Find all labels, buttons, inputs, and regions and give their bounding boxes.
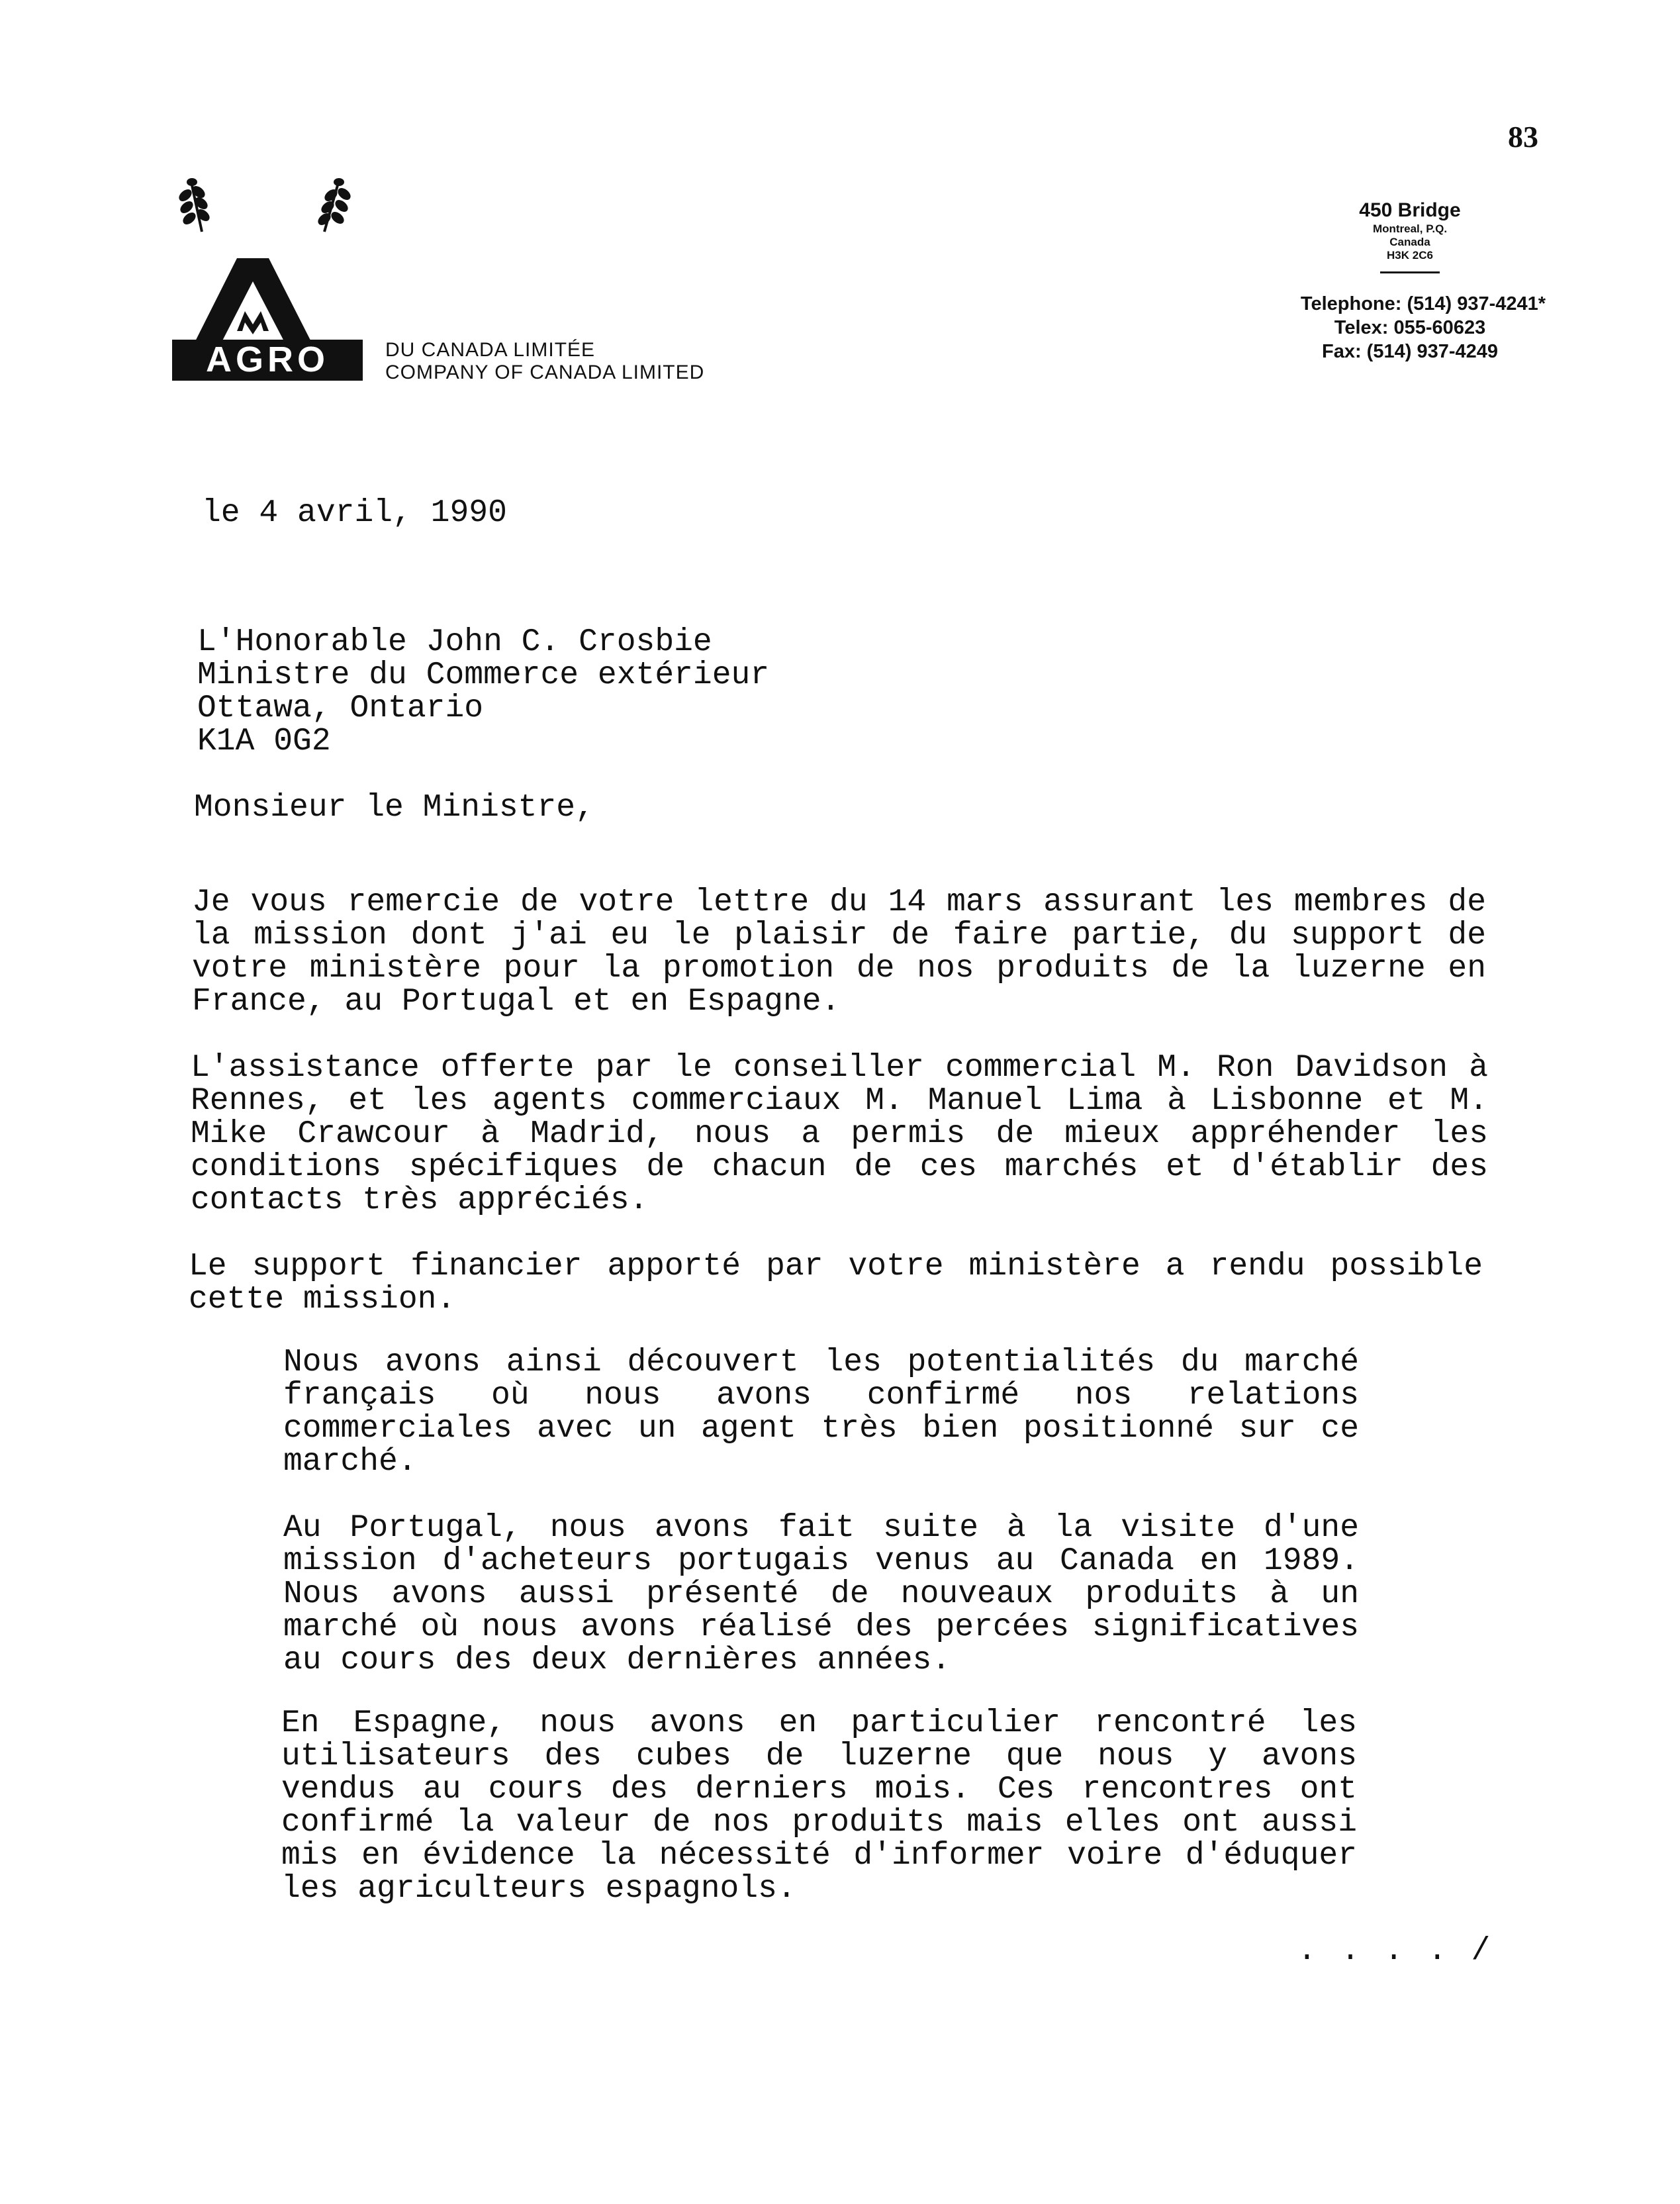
recipient-line: L'Honorable John C. Crosbie (197, 624, 712, 660)
body-paragraph: Le support financier apporté par votre ministère a rendu possible cette mission. (189, 1249, 1483, 1318)
agro-logo-icon (165, 169, 377, 387)
company-logo (165, 169, 377, 387)
indented-paragraph: Nous avons ainsi découvert les potentialités du marché français où nous avons confirmé nos relations commerciales avec un agent très bien positionné sur ce marché. (283, 1345, 1359, 1480)
indented-paragraph: Au Portugal, nous avons fait suite à la visite d'une mission d'acheteurs portugais venus au Canada en 1989. Nous avons aussi présenté de nouveaux produits à un marché où nous avons réalisé des percées significatives au cours des deux dernières années. (283, 1510, 1359, 1678)
fax-number: Fax: (514) 937-4249 (1322, 341, 1498, 362)
address-block (1251, 199, 1569, 363)
company-name-french: DU CANADA LIMITÉE (385, 339, 596, 361)
address-country: Canada (1389, 236, 1430, 248)
body-paragraph: Je vous remercie de votre lettre du 14 mars assurant les membres de la mission dont j'ai eu le plaisir de faire partie, du support de votre ministère pour la promotion de nos produits de la luzerne en France, au Portugal et en Espagne. (192, 885, 1486, 1020)
salutation: Monsieur le Ministre, (194, 790, 594, 826)
company-name (385, 339, 704, 384)
continuation-mark: . . . . / (1297, 1933, 1493, 1969)
letter-date: le 4 avril, 1990 (202, 495, 507, 531)
address-divider (1380, 271, 1440, 273)
address-city: Montreal, P.Q. (1372, 222, 1448, 235)
address-street: 450 Bridge (1359, 199, 1461, 221)
recipient-line: Ottawa, Ontario (197, 691, 484, 726)
recipient-address (197, 626, 769, 758)
recipient-line: Ministre du Commerce extérieur (197, 657, 770, 693)
page-number: 83 (1508, 120, 1538, 154)
telephone-number: Telephone: (514) 937-4241* (1300, 293, 1546, 314)
wheat-sprig-left-icon (179, 179, 210, 232)
company-name-english: COMPANY OF CANADA LIMITED (385, 361, 705, 383)
wheat-sprig-right-icon (318, 179, 351, 232)
telex-number: Telex: 055-60623 (1334, 317, 1486, 338)
recipient-line: K1A 0G2 (197, 724, 331, 759)
body-paragraph: L'assistance offerte par le conseiller commercial M. Ron Davidson à Rennes, et les agents commerciaux M. Manuel Lima à Lisbonne et M. Mike Crawcour à Madrid, nous a permis de mieux appréhender les conditions spécifiques de chacun de ces marchés et d'établir des contacts très appréciés. (191, 1050, 1488, 1218)
logo-wordmark: AGRO (206, 340, 329, 379)
address-postal-code: H3K 2C6 (1387, 249, 1433, 262)
indented-paragraph: En Espagne, nous avons en particulier rencontré les utilisateurs des cubes de luzerne que nous y avons vendus au cours des derniers mois. Ces rencontres ont confirmé la valeur de nos produits mais elles ont aussi mis en évidence la nécessité d'informer voire d'éduquer les agriculteurs espagnols. (281, 1705, 1357, 1907)
